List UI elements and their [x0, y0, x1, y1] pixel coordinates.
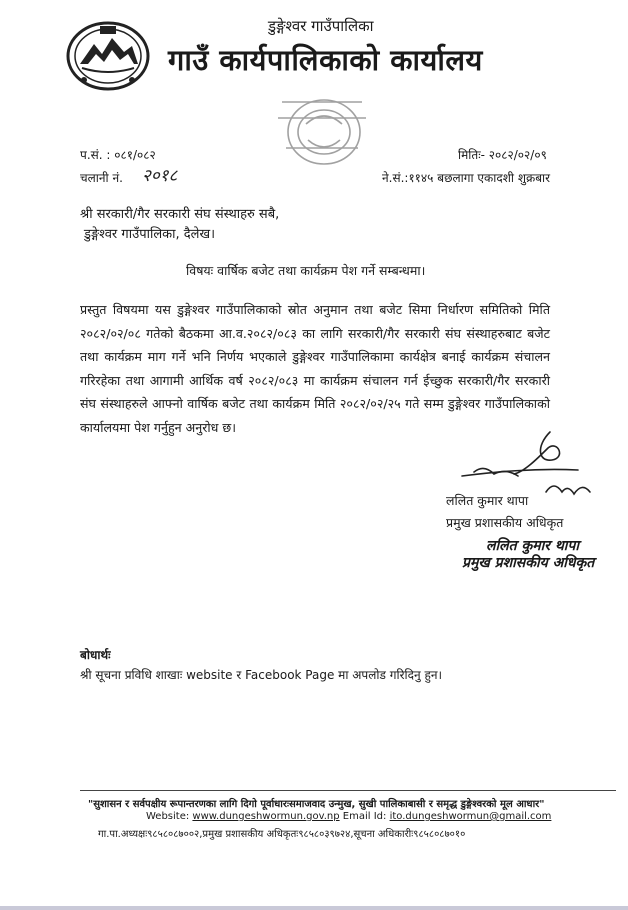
municipality-name: डुङ्गेश्वर गाउँपालिका — [268, 17, 374, 35]
reference-number: प.सं. : ०८१/०८२ — [80, 148, 156, 162]
footer-contact — [146, 811, 551, 822]
recipient-line-1: श्री सरकारी/गैर सरकारी संघ संस्थाहरु सबै, — [80, 207, 280, 222]
letter-body: प्रस्तुत विषयमा यस डुङ्गेश्वर गाउँपालिकाको स्रोत अनुमान तथा बजेट सिमा निर्धारण समितिको मिति २०८२/०२/०८ गतेको बैठकमा आ.व.२०८२/०८३ का लागि सरकारी/गैर सरकारी संघ संस्थाहरुबाट बजेट तथा कार्यक्रम माग गर्ने भनि निर्णय भएकाले डुङ्गेश्वर गाउँपालिकामा कार्यक्षेत्र बनाई कार्यक्रम संचालन गरिरहेका तथा आगामी आर्थिक वर्ष २०८२/०८३ मा कार्यक्रम संचालन गर्न ईच्छुक सरकारी/गैर सरकारी संघ संस्थाहरुले आफ्नो वार्षिक बजेट तथा कार्यक्रम मिति २०८२/०२/२५ गते सम्म डुङ्गेश्वर गाउँपालिकाको कार्यालयमा पेश गर्नुहुन अनुरोध छ। — [80, 302, 550, 435]
title-seal: प्रमुख प्रशासकीय अधिकृत — [462, 555, 595, 571]
dispatch-label: चलानी नं. — [80, 171, 123, 185]
signatory-title: प्रमुख प्रशासकीय अधिकृत — [446, 515, 564, 530]
municipality-emblem — [62, 18, 154, 94]
name-seal: ललित कुमार थापा — [486, 538, 579, 554]
website-label: Website: — [146, 811, 190, 822]
cc-recipient: श्री सूचना प्रविधि शाखाः website र Facebook Page मा अपलोड गरिदिनु हुन। — [80, 668, 443, 682]
office-stamp — [262, 88, 382, 176]
email-label: Email Id: — [342, 811, 387, 822]
dispatch-number-handwritten: २०१८ — [142, 166, 178, 186]
signatory-name: ललित कुमार थापा — [446, 493, 529, 508]
footer-phone-numbers: गा.पा.अध्यक्षः९८५८०८७००२,प्रमुख प्रशासकीय अधिकृतः९८५८०३९७२४,सूचना अधिकारीः९८५८०८७०१० — [98, 829, 466, 840]
footer-divider — [80, 790, 616, 791]
recipient-line-2: डुङ्गेश्वर गाउँपालिका, दैलेख। — [84, 227, 216, 242]
email-link[interactable]: ito.dungeshwormun@gmail.com — [389, 811, 552, 822]
nepal-sambat-date: ने.सं.:११४५ बछलागा एकादशी शुक्रबार — [382, 171, 551, 185]
page-bottom-edge — [0, 906, 628, 910]
office-title: गाउँ कार्यपालिकाको कार्यालय — [168, 43, 483, 77]
subject-line: विषयः वार्षिक बजेट तथा कार्यक्रम पेश गर्ने सम्बन्धमा। — [186, 263, 426, 278]
cc-heading: बोधार्थः — [80, 648, 111, 662]
letter-date: मितिः- २०८२/०२/०९ — [458, 148, 547, 162]
website-link[interactable]: www.dungeshwormun.gov.np — [192, 811, 340, 822]
footer-motto: "सुशासन र सर्वपक्षीय रूपान्तरणका लागि दिगो पूर्वाधारःसमाजवाद उन्मुख, सुखी पालिकाबासी र समृद्ध डुङ्गेश्वरको मूल आधार" — [88, 799, 545, 810]
